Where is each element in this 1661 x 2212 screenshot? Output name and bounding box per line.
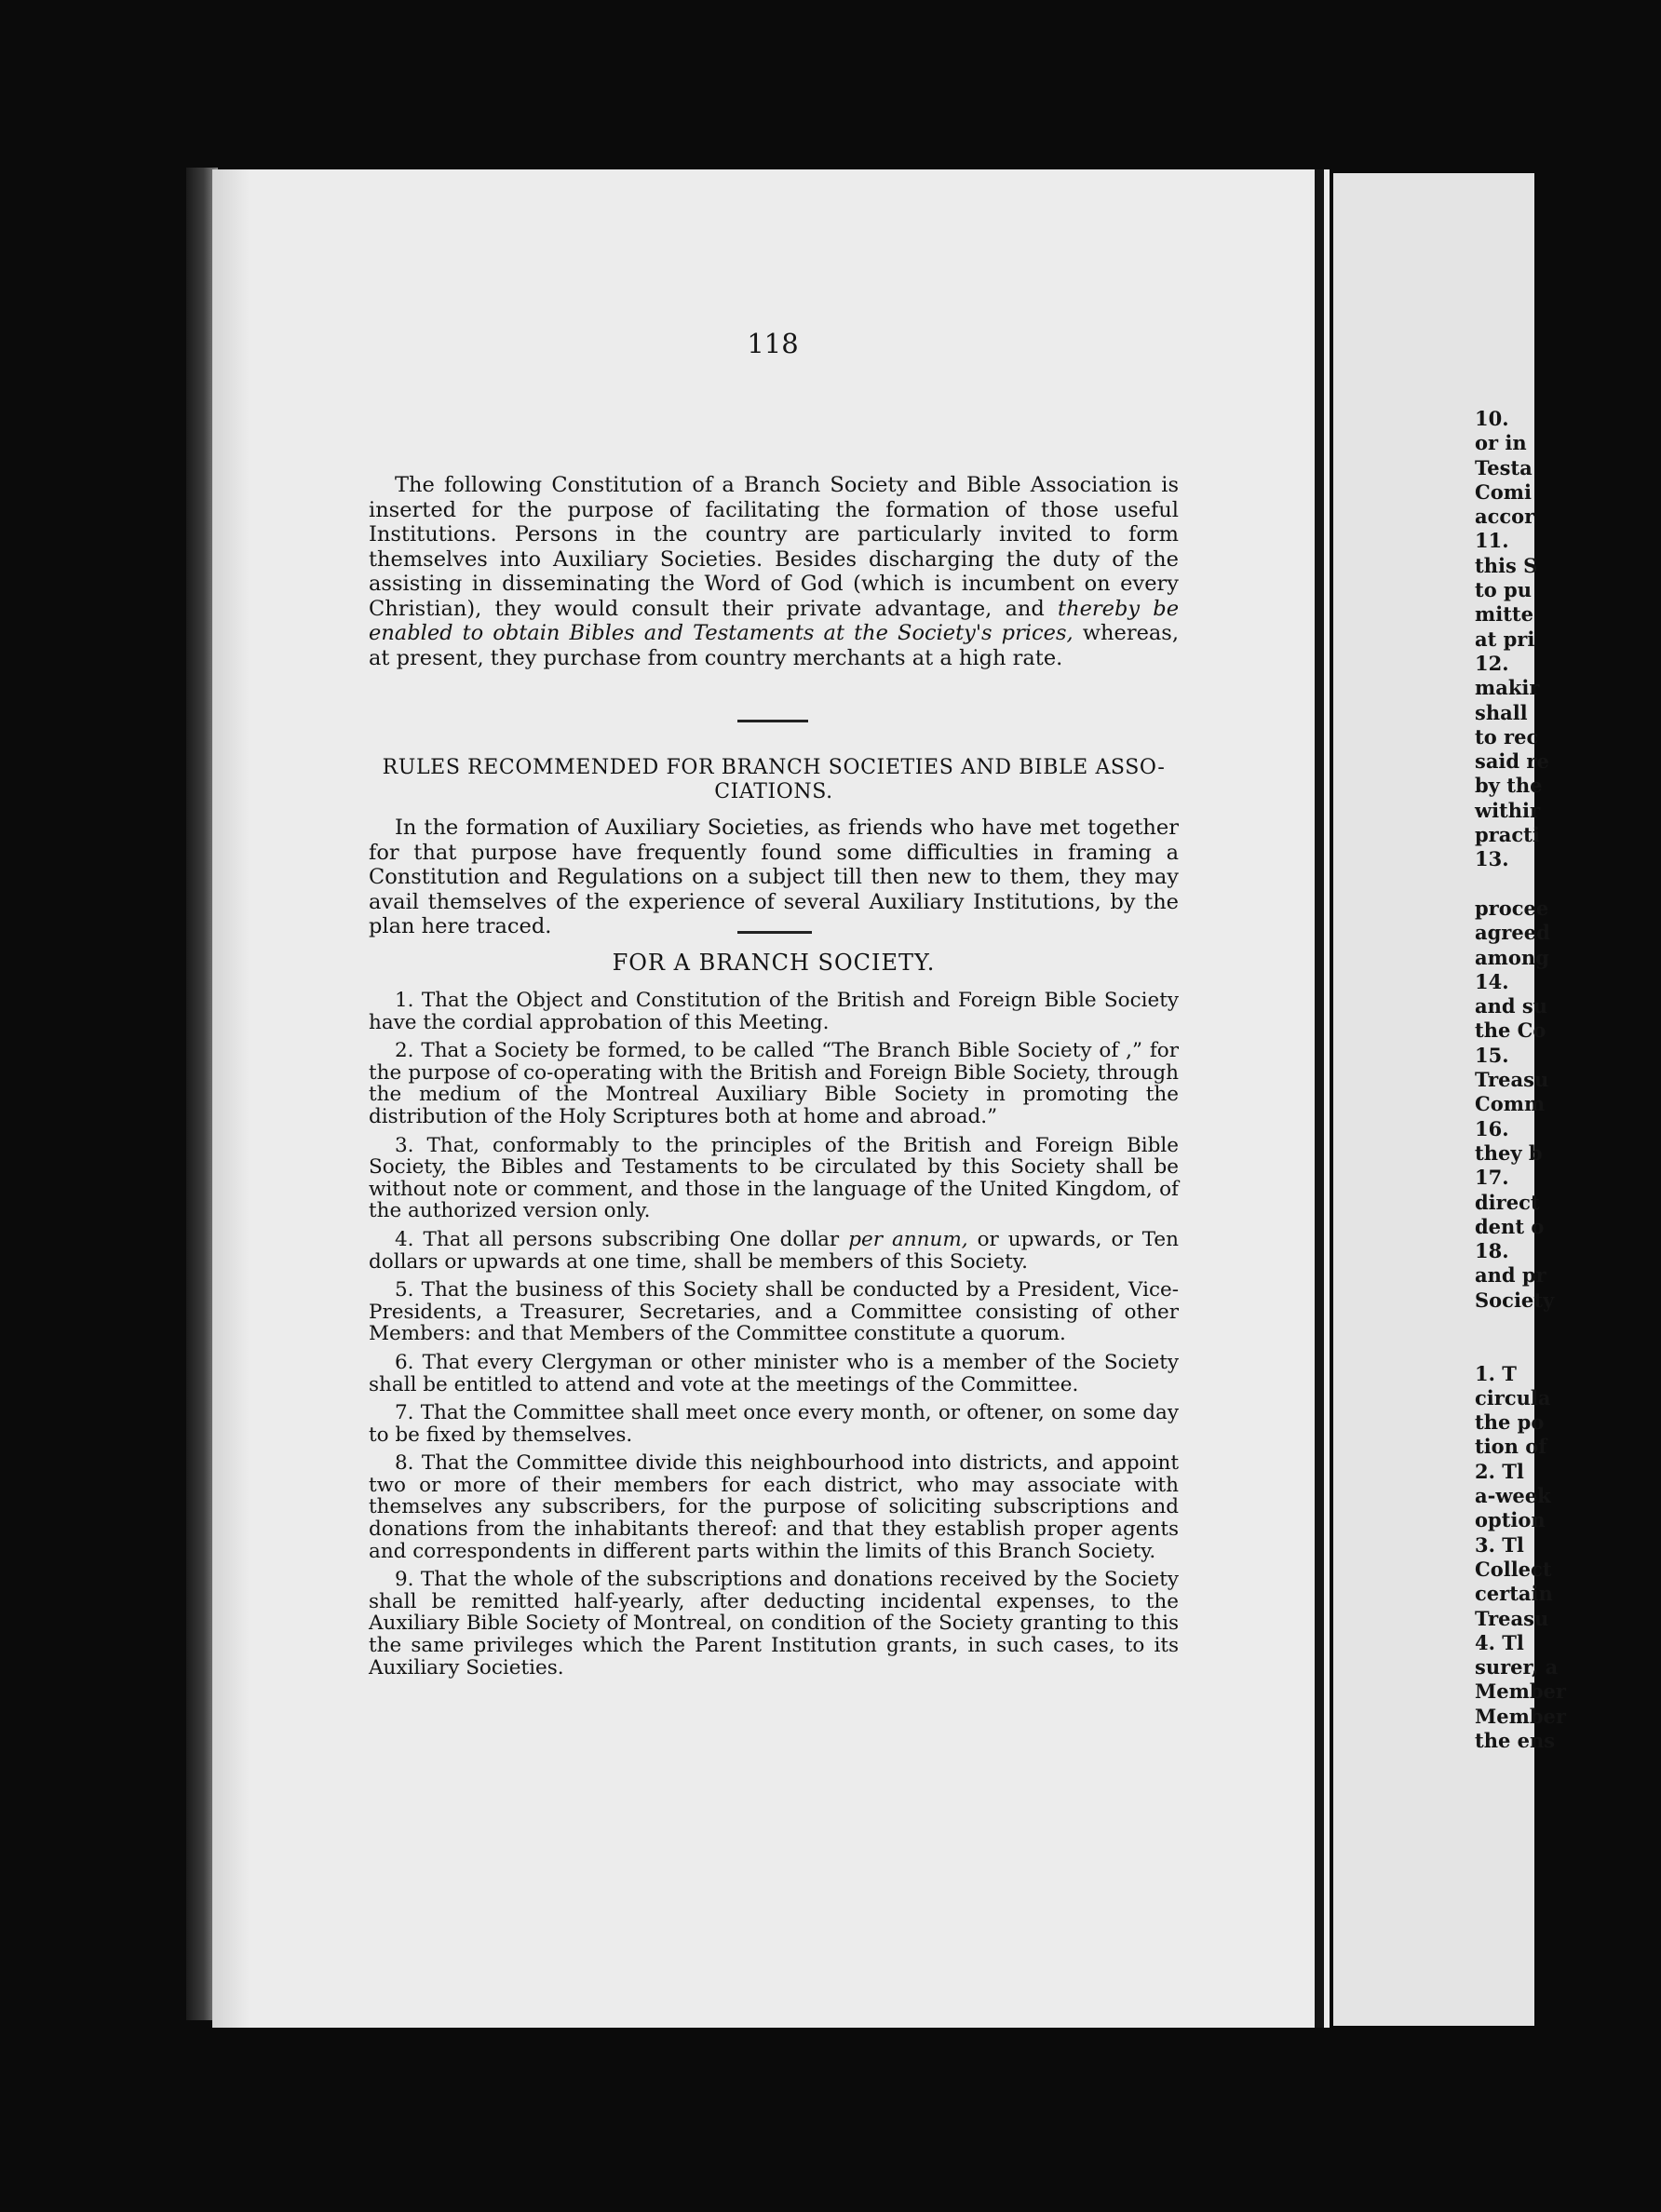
rule-item: 7. That the Committee shall meet once every month, or oftener, on some day to be fixed by themselves. [369,1401,1179,1447]
right-page-line: this S [1475,553,1538,577]
right-page-line: direct [1475,1190,1540,1214]
right-page-line: 1. T [1475,1361,1517,1385]
right-page-line: among [1475,945,1549,969]
right-page-line [1475,1337,1661,1361]
right-page-line: Comm [1475,1092,1546,1116]
right-page-line: and su [1475,994,1547,1018]
rule-text: or upwards, or Ten dollars or upwards at one time, shall be members of this Society. [369,1227,1179,1274]
rule-item: 8. That the Committee divide this neighbourhood into districts, and appoint two or more of their members for each district, who may associate with themselves any subscribers, for the purpose of soliciting subscriptions and donations from the inhabitants thereof: and that they establish proper agents and correspondents in different parts within the limits of this Branch Society. [369,1451,1179,1563]
right-page-line: tion of [1475,1435,1547,1459]
right-page-line [1475,1313,1661,1337]
rule-item: 5. That the business of this Society shall be conducted by a President, Vice-Presidents, a Treasurer, Secretaries, and a Committee consisting of other Members: and that Members of the Committee constitute a quorum. [369,1278,1179,1346]
rule-item: 3. That, conformably to the principles of the British and Foreign Bible Society, the Bibles and Testaments to be circulated by this Society shall be without note or comment, and those in the language of the United Kingdom, of the authorized version only. [369,1133,1179,1223]
rule-item: 1. That the Object and Constitution of the British and Foreign Bible Society have the cordial approbation of this Meeting. [369,989,1179,1034]
right-page-line: they b [1475,1140,1543,1165]
right-page-line: surer, a [1475,1655,1559,1679]
right-page-line: Collect [1475,1557,1552,1581]
right-page-line: at pri [1475,627,1535,651]
right-page-line: dent o [1475,1214,1545,1238]
right-page-line: 4. Tl [1475,1630,1524,1654]
rules-heading-line-1: RULES RECOMMENDED FOR BRANCH SOCIETIES AND BIBLE ASSO- [382,756,1166,779]
right-page-line: Member [1475,1704,1566,1728]
right-page-line: the po [1475,1410,1545,1435]
rule-text: 4. That all persons subscribing One dollar [395,1227,840,1251]
right-page-line: option [1475,1508,1546,1532]
right-page-line: 12. [1475,651,1509,675]
right-page-line: 16. [1475,1116,1509,1140]
right-page-line: makir [1475,676,1540,700]
right-page-line: Treasu [1475,1606,1549,1630]
right-page-line: 13. [1475,847,1509,871]
right-page-line: 11. [1475,529,1509,553]
right-page-line: Testa [1475,455,1533,479]
right-page-line: 3. Tl [1475,1532,1524,1557]
right-page-line: Comi [1475,479,1532,504]
right-page-line: 18. [1475,1239,1509,1263]
right-page-line: Member [1475,1679,1566,1704]
right-page-line: 17. [1475,1166,1509,1190]
right-page-line: Society [1475,1288,1555,1312]
rules-heading [369,756,1179,804]
right-page-line: to pu [1475,578,1532,602]
right-page-line: said re [1475,749,1549,774]
right-page-line: to rec [1475,724,1539,749]
rule-item [369,1229,1179,1273]
rules-intro-paragraph [369,816,1179,939]
rules-intro-text: In the formation of Auxiliary Societies, as friends who have met together for that purpose have frequently found some difficulties in framing a Constitution and Regulations on a subject till then new to them, they may avail themselves of the experience of several Auxiliary Institutions, by the plan here traced. [369,816,1179,938]
right-page-line [1475,872,1661,897]
right-page-line: mitte [1475,602,1533,627]
right-page-line: the ens [1475,1729,1556,1753]
branch-society-heading: FOR A BRANCH SOCIETY. [612,950,936,976]
right-page-line: procee [1475,896,1549,920]
right-page-line: shall [1475,700,1528,724]
right-page-line: 14. [1475,969,1509,993]
right-page-line: or in [1475,431,1527,455]
right-page-line: practi [1475,823,1540,847]
rule-italic-text: per annum, [848,1227,968,1251]
section-divider [737,931,812,934]
right-page-line: agreed [1475,921,1550,945]
right-page-line: by the [1475,774,1543,798]
intro-italic-text: thereby be enabled to obtain Bibles and Testaments at the Society's prices, [369,596,1180,645]
right-page-line: and pr [1475,1263,1546,1288]
right-page-line: 10. [1475,407,1509,430]
right-page-line: certain [1475,1582,1553,1606]
intro-paragraph [369,473,1179,670]
right-page-line: a-week [1475,1484,1551,1508]
right-page-line: the Co [1475,1018,1546,1043]
rule-item: 9. That the whole of the subscriptions and donations received by the Society shall be remitted half-yearly, after deducting incidental expenses, to the Auxiliary Bible Society of Montreal, on condition of the Society granting to this the same privileges which the Parent Institution grants, in such cases, to its Auxiliary Societies. [369,1568,1179,1679]
right-page-line: 15. [1475,1043,1509,1067]
rules-list [369,990,1179,1685]
rules-heading-line-2: CIATIONS. [714,780,833,803]
intro-text-end: whereas, at present, they purchase from country merchants at a high rate. [369,621,1179,670]
page-gutter [1315,169,1324,2028]
right-page-line: 2. Tl [1475,1459,1524,1483]
rule-item: 6. That every Clergyman or other minister who is a member of the Society shall be entitled to attend and vote at the meetings of the Committee. [369,1350,1179,1396]
right-page-line: withir [1475,798,1541,822]
right-page-line: Treasu [1475,1068,1549,1092]
rule-item: 2. That a Society be formed, to be called “The Branch Bible Society of ,” for the purpose of co-operating with the British and Foreign Bible Society, through the medium of the Montreal Auxiliary Bible Society in promoting the distribution of the Holy Scriptures both at home and abroad.” [369,1039,1179,1128]
page-number: 118 [747,328,799,359]
right-page-line: accor [1475,505,1535,529]
section-divider [737,720,808,722]
right-page-text [1475,407,1661,1753]
intro-text: The following Constitution of a Branch Society and Bible Association is inserted for the purpose of facilitating the formation of those useful Institutions. Persons in the country are particularly invited to form themselves into Auxiliary Societies. Besides discharging the duty of the assisting in disseminating the Word of God (which is incumbent on every Christian), they would consult their private advantage, and [369,473,1179,621]
right-page-line: circula [1475,1385,1551,1409]
